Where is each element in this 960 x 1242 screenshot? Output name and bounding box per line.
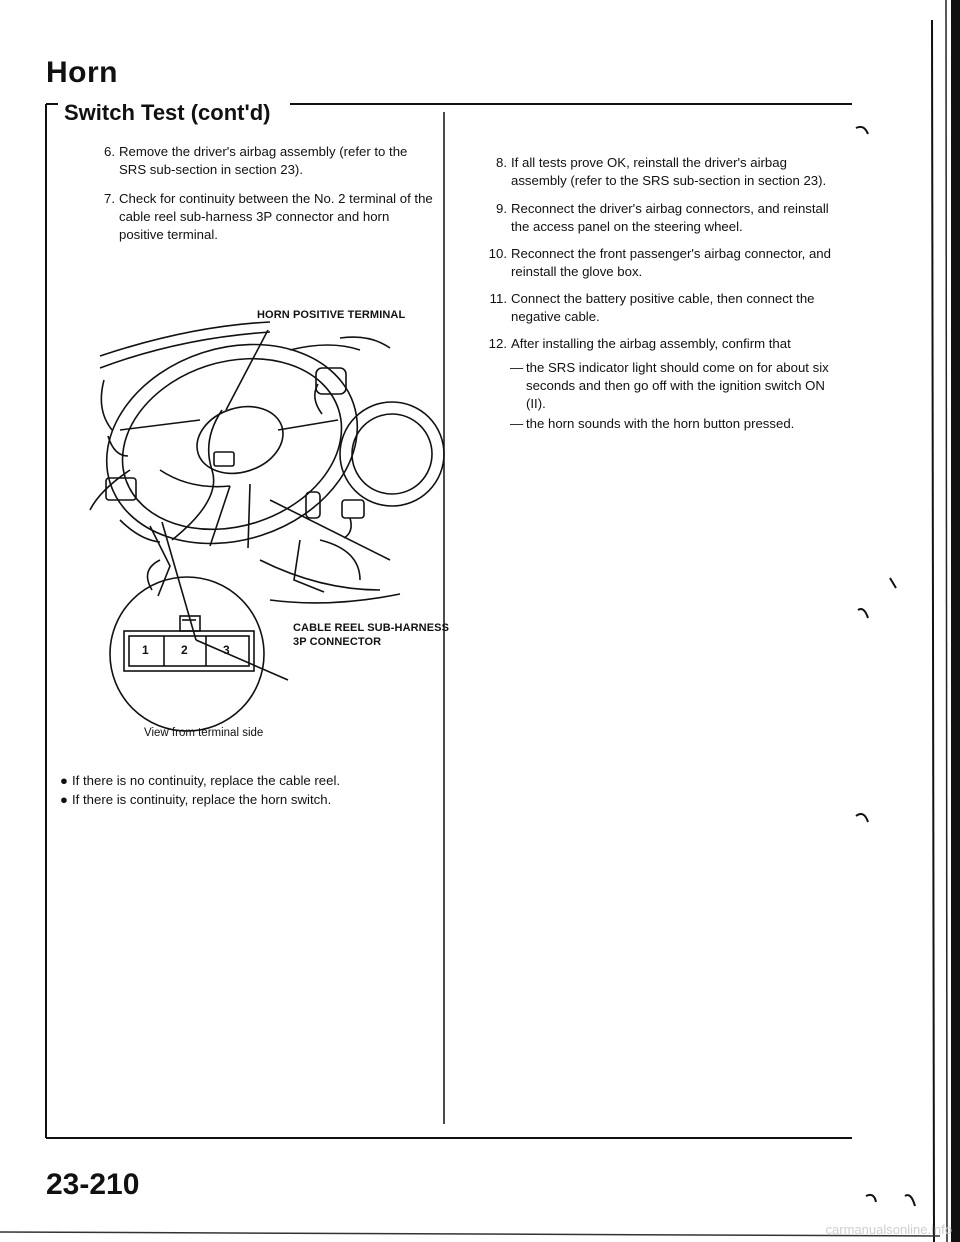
- step-8: [496, 154, 841, 190]
- dash-marker: —: [510, 416, 524, 431]
- bullet-no-continuity: [60, 772, 432, 790]
- step-text: After installing the airbag assembly, confirm that: [511, 336, 791, 351]
- bullet-dot: ●: [60, 773, 68, 788]
- page-title: Horn: [46, 56, 118, 89]
- connector-pin-1: 1: [142, 643, 149, 657]
- step-number: 6.: [104, 144, 115, 159]
- figure-caption: View from terminal side: [144, 727, 264, 739]
- bullet-text: If there is continuity, replace the horn switch.: [72, 792, 332, 807]
- connector-pin-3: 3: [223, 643, 230, 657]
- confirm-item-srs-light: [510, 359, 841, 413]
- step-number: 9.: [496, 201, 507, 216]
- step-11: [489, 290, 841, 326]
- bullet-continuity: [60, 791, 432, 809]
- bullet-dot: ●: [60, 792, 68, 807]
- bullet-text: If there is no continuity, replace the cable reel.: [72, 773, 341, 788]
- horn-positive-terminal-label: HORN POSITIVE TERMINAL: [257, 309, 406, 321]
- step-text: Reconnect the front passenger's airbag connector, and reinstall the glove box.: [511, 246, 831, 279]
- step-text: Connect the battery positive cable, then connect the negative cable.: [511, 291, 815, 324]
- connector-label-line1: CABLE REEL SUB-HARNESS: [293, 622, 450, 634]
- confirm-text: the horn sounds with the horn button pressed.: [526, 416, 795, 431]
- confirm-text: the SRS indicator light should come on for about six seconds and then go off with the ignition switch ON (II).: [526, 360, 829, 411]
- step-number: 7.: [104, 191, 115, 206]
- step-9: [496, 200, 841, 236]
- step-text: Check for continuity between the No. 2 terminal of the cable reel sub-harness 3P connector and horn positive terminal.: [119, 191, 433, 242]
- step-text: Remove the driver's airbag assembly (refer to the SRS sub-section in section 23).: [119, 144, 408, 177]
- page-number: 23-210: [46, 1168, 140, 1201]
- confirm-item-horn: [510, 415, 841, 433]
- step-number: 12.: [488, 336, 507, 351]
- step-number: 8.: [496, 155, 507, 170]
- step-10: [488, 245, 841, 281]
- step-text: Reconnect the driver's airbag connectors, and reinstall the access panel on the steering wheel.: [511, 201, 829, 234]
- section-subtitle: Switch Test (cont'd): [64, 100, 271, 125]
- step-12: [488, 335, 841, 353]
- step-text: If all tests prove OK, reinstall the driver's airbag assembly (refer to the SRS sub-section in section 23).: [511, 155, 827, 188]
- footer-brand: carmanualsonline.info: [825, 1222, 952, 1237]
- step-number: 11.: [489, 291, 507, 306]
- dash-marker: —: [510, 360, 524, 375]
- step-number: 10.: [488, 246, 507, 261]
- connector-pin-2: 2: [181, 643, 188, 657]
- connector-label-line2: 3P CONNECTOR: [293, 636, 382, 648]
